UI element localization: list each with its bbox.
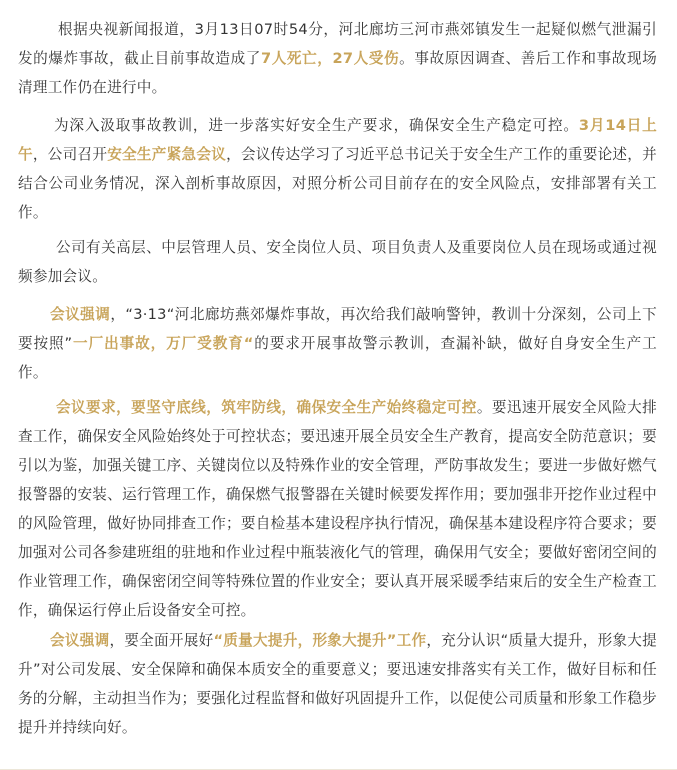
paragraph-news-report — [18, 15, 657, 102]
paragraph-meeting-emphasis-1 — [18, 300, 657, 387]
highlight-text: 安全生产紧急会议 — [107, 146, 227, 163]
body-text: ，要全面开展好 — [109, 632, 214, 649]
highlight-text: 一厂出事故，万厂受教育“ — [72, 335, 254, 352]
highlight-text: 会议强调 — [50, 306, 111, 323]
highlight-text: 会议强调 — [50, 632, 110, 649]
body-text: 的要求开展事故警示教训，查漏补缺，做好自身安全生产工作。 — [18, 335, 658, 381]
paragraph-meeting-requirements — [18, 393, 657, 625]
body-text: ，“3·13“河北廊坊燕郊爆炸事故，再次给我们敲响警钟，教训十分深刻，公司上下要按照” — [18, 306, 657, 352]
paragraph-attendees — [18, 233, 657, 291]
body-text: 。要迅速开展安全风险大排查工作，确保安全风险始终处于可控状态；要迅速开展全员安全生产教育，提高安全防范意识；要引以为鉴，加强关键工序、关键岗位以及特殊作业的安全管理，严防事故发生；要进一步做好燃气报警器的安装、运行管理工作，确保燃气报警器在关键时候要发挥作用；要加强非开挖作业过程中的风险管理，做好协同排查工作；要自检基本建设程序执行情况，确保基本建设程序符合要求；要加强对公司各参建班组的驻地和作业过程中瓶装液化气的管理，确保用气安全；要做好密闭空间的作业管理工作，确保密闭空间等特殊位置的作业安全；要认真开展采暖季结束后的安全生产检查工作，确保运行停止后设备安全可控。 — [18, 399, 657, 619]
body-text: 公司有关高层、中层管理人员、安全岗位人员、项目负责人及重要岗位人员在现场或通过视频参加会议。 — [18, 239, 657, 285]
body-text: 根据央视新闻报道，3月13日07时54分，河北廊坊三河市燕郊镇发生一起疑似燃气泄漏引发的爆炸事故，截止目前事故造成了 — [18, 21, 657, 67]
body-text: ，会议传达学习了习近平总书记关于安全生产工作的重要论述，并结合公司业务情况，深入剖析事故原因，对照分析公司目前存在的安全风险点，安排部署有关工作。 — [18, 146, 657, 221]
highlight-text: “质量大提升，形象大提升”工作 — [213, 632, 427, 649]
highlight-text: 会议要求，要坚守底线，筑牢防线，确保安全生产始终稳定可控 — [56, 399, 477, 416]
body-text: 为深入汲取事故教训，进一步落实好安全生产要求，确保安全生产稳定可控。 — [54, 117, 579, 134]
highlight-text: 3月14日上午 — [18, 117, 657, 163]
highlight-text: 7人死亡，27人受伤 — [260, 50, 400, 67]
paragraph-meeting-emphasis-2 — [18, 626, 657, 742]
paragraph-meeting-held — [18, 111, 657, 227]
body-text: 。事故原因调查、善后工作和事故现场清理工作仍在进行中。 — [18, 50, 657, 96]
body-text: ，充分认识“质量大提升，形象大提升”对公司发展、安全保障和确保本质安全的重要意义；要迅速安排落实有关工作，做好目标和任务的分解，主动担当作为；要强化过程监督和做好巩固提升工作，以促使公司质量和形象工作稳步提升并持续向好。 — [18, 632, 657, 736]
body-text: ，公司召开 — [32, 146, 108, 163]
